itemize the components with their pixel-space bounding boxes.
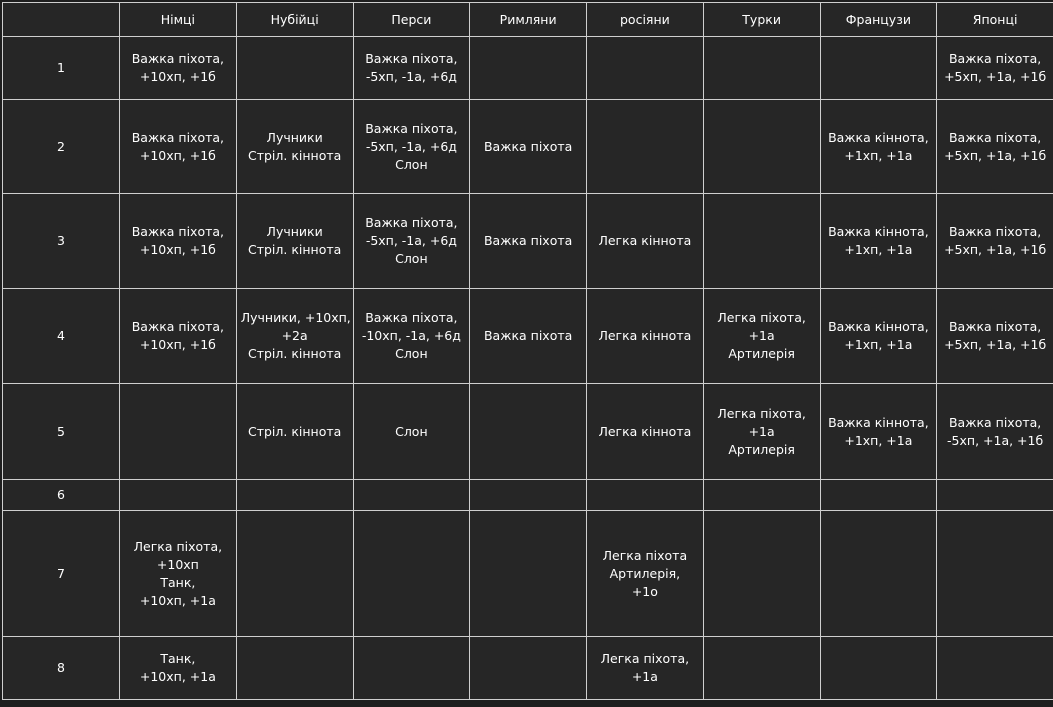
cell-text-line: Артилерія — [708, 345, 816, 363]
table-cell — [120, 100, 237, 194]
table-cell — [820, 194, 937, 289]
cell-text-line: Важка піхота — [474, 232, 582, 250]
table-cell — [703, 194, 820, 289]
table-row — [3, 100, 1053, 194]
table-cell — [820, 289, 937, 384]
table-cell — [236, 384, 353, 480]
cell-text-line: Лучники — [241, 129, 349, 147]
table-cell — [353, 511, 470, 637]
header-row — [3, 3, 1053, 37]
cell-text-line: Важка піхота, — [941, 129, 1049, 147]
row-number-cell: 6 — [3, 480, 120, 511]
column-header-frantsuzy: Французи — [820, 3, 937, 37]
table-cell — [236, 637, 353, 700]
cell-text-line: Артилерія — [708, 441, 816, 459]
table-body — [3, 37, 1053, 700]
cell-text-line: +2а — [241, 327, 349, 345]
table-cell — [587, 289, 704, 384]
table-cell — [703, 37, 820, 100]
cell-text-line: Важка піхота, — [124, 318, 232, 336]
table-cell — [236, 37, 353, 100]
cell-text-line: Стріл. кіннота — [241, 147, 349, 165]
cell-text-line: Легка піхота, — [708, 309, 816, 327]
table-cell — [703, 100, 820, 194]
table-cell — [236, 511, 353, 637]
cell-text-line: +1хп, +1а — [825, 432, 933, 450]
table-cell — [470, 637, 587, 700]
cell-text-line: +10хп, +1б — [124, 68, 232, 86]
table-row — [3, 480, 1053, 511]
table-cell — [937, 637, 1053, 700]
cell-text-line: Важка кіннота, — [825, 414, 933, 432]
table-cell — [236, 100, 353, 194]
table-cell — [820, 637, 937, 700]
table-cell — [353, 100, 470, 194]
cell-text-line: Важка піхота, — [124, 129, 232, 147]
column-header-yapontsi: Японці — [937, 3, 1053, 37]
table-cell — [587, 511, 704, 637]
cell-text-line: -5хп, -1а, +6д — [358, 138, 466, 156]
cell-text-line: Стріл. кіннота — [241, 345, 349, 363]
cell-text-line: Важка піхота, — [941, 414, 1049, 432]
cell-text-line: Легка кіннота — [591, 232, 699, 250]
row-number-cell: 1 — [3, 37, 120, 100]
table-cell — [937, 100, 1053, 194]
cell-text-line: Важка піхота, — [358, 120, 466, 138]
cell-text-line: +5хп, +1а, +1б — [941, 68, 1049, 86]
table-cell — [120, 37, 237, 100]
table-cell — [703, 637, 820, 700]
cell-text-line: Важка піхота — [474, 138, 582, 156]
cell-text-line: Слон — [358, 250, 466, 268]
table-cell — [470, 384, 587, 480]
cell-text-line: +1а — [708, 327, 816, 345]
civilizations-bonus-table — [2, 2, 1053, 700]
cell-text-line: +5хп, +1а, +1б — [941, 336, 1049, 354]
table-cell — [937, 480, 1053, 511]
cell-text-line: Слон — [358, 423, 466, 441]
table-cell — [703, 384, 820, 480]
table-cell — [937, 37, 1053, 100]
table-cell — [470, 194, 587, 289]
table-cell — [236, 480, 353, 511]
cell-text-line: Важка піхота, — [358, 309, 466, 327]
table-row — [3, 511, 1053, 637]
cell-text-line: +1а — [708, 423, 816, 441]
table-cell — [937, 511, 1053, 637]
table-cell — [120, 384, 237, 480]
cell-text-line: Важка піхота, — [358, 214, 466, 232]
table-cell — [120, 194, 237, 289]
table-cell — [937, 289, 1053, 384]
table-cell — [587, 100, 704, 194]
table-cell — [820, 384, 937, 480]
cell-text-line: +1хп, +1а — [825, 336, 933, 354]
table-cell — [353, 289, 470, 384]
row-number-cell: 4 — [3, 289, 120, 384]
cell-text-line: Легка піхота, — [591, 650, 699, 668]
cell-text-line: Легка піхота — [591, 547, 699, 565]
cell-text-line: Важка піхота, — [941, 318, 1049, 336]
cell-text-line: Легка піхота, — [124, 538, 232, 556]
table-cell — [937, 384, 1053, 480]
column-header-turky: Турки — [703, 3, 820, 37]
table-cell — [587, 37, 704, 100]
cell-text-line: Важка кіннота, — [825, 129, 933, 147]
column-header-nimtsi: Німці — [120, 3, 237, 37]
cell-text-line: +1а — [591, 668, 699, 686]
cell-text-line: Танк, — [124, 574, 232, 592]
row-number-cell: 7 — [3, 511, 120, 637]
cell-text-line: +1хп, +1а — [825, 241, 933, 259]
cell-text-line: Важка піхота, — [941, 50, 1049, 68]
row-number-cell: 8 — [3, 637, 120, 700]
cell-text-line: Важка піхота — [474, 327, 582, 345]
cell-text-line: Танк, — [124, 650, 232, 668]
table-cell — [353, 194, 470, 289]
table-cell — [236, 194, 353, 289]
cell-text-line: Артилерія, — [591, 565, 699, 583]
table-cell — [353, 480, 470, 511]
table-cell — [470, 289, 587, 384]
table-cell — [820, 480, 937, 511]
table-cell — [353, 384, 470, 480]
table-cell — [820, 100, 937, 194]
column-header-rosiiany: росіяни — [587, 3, 704, 37]
column-header-persy: Перси — [353, 3, 470, 37]
cell-text-line: +10хп, +1б — [124, 241, 232, 259]
cell-text-line: +10хп, +1а — [124, 668, 232, 686]
table-cell — [120, 289, 237, 384]
cell-text-line: +5хп, +1а, +1б — [941, 147, 1049, 165]
cell-text-line: +1о — [591, 583, 699, 601]
cell-text-line: Лучники, +10хп, — [241, 309, 349, 327]
table-row — [3, 289, 1053, 384]
cell-text-line: Важка піхота, — [124, 223, 232, 241]
cell-text-line: -5хп, -1а, +6д — [358, 232, 466, 250]
table-cell — [937, 194, 1053, 289]
table-row — [3, 194, 1053, 289]
cell-text-line: Важка кіннота, — [825, 318, 933, 336]
row-number-cell: 5 — [3, 384, 120, 480]
table-cell — [470, 511, 587, 637]
cell-text-line: +5хп, +1а, +1б — [941, 241, 1049, 259]
table-cell — [120, 511, 237, 637]
cell-text-line: Лучники — [241, 223, 349, 241]
table-cell — [587, 194, 704, 289]
cell-text-line: +10хп, +1а — [124, 592, 232, 610]
column-header-rymliany: Римляни — [470, 3, 587, 37]
table-cell — [587, 384, 704, 480]
cell-text-line: Легка піхота, — [708, 405, 816, 423]
cell-text-line: Важка кіннота, — [825, 223, 933, 241]
table-cell — [703, 511, 820, 637]
cell-text-line: Легка кіннота — [591, 327, 699, 345]
table-cell — [470, 100, 587, 194]
table-cell — [236, 289, 353, 384]
table-cell — [587, 637, 704, 700]
cell-text-line: +10хп — [124, 556, 232, 574]
cell-text-line: Важка піхота, — [941, 223, 1049, 241]
row-number-cell: 3 — [3, 194, 120, 289]
cell-text-line: Стріл. кіннота — [241, 423, 349, 441]
cell-text-line: +1хп, +1а — [825, 147, 933, 165]
table-cell — [353, 37, 470, 100]
cell-text-line: -5хп, +1а, +1б — [941, 432, 1049, 450]
table-cell — [703, 289, 820, 384]
table-row — [3, 37, 1053, 100]
cell-text-line: Стріл. кіннота — [241, 241, 349, 259]
corner-header-cell — [3, 3, 120, 37]
table-cell — [703, 480, 820, 511]
cell-text-line: -5хп, -1а, +6д — [358, 68, 466, 86]
table-cell — [120, 637, 237, 700]
cell-text-line: Важка піхота, — [124, 50, 232, 68]
cell-text-line: Слон — [358, 156, 466, 174]
table-row — [3, 384, 1053, 480]
table-cell — [470, 37, 587, 100]
cell-text-line: Легка кіннота — [591, 423, 699, 441]
table-cell — [353, 637, 470, 700]
table-cell — [820, 37, 937, 100]
table-cell — [587, 480, 704, 511]
cell-text-line: Важка піхота, — [358, 50, 466, 68]
cell-text-line: Слон — [358, 345, 466, 363]
cell-text-line: +10хп, +1б — [124, 336, 232, 354]
table-cell — [820, 511, 937, 637]
table-row — [3, 637, 1053, 700]
table-cell — [120, 480, 237, 511]
table-cell — [470, 480, 587, 511]
cell-text-line: -10хп, -1а, +6д — [358, 327, 466, 345]
row-number-cell: 2 — [3, 100, 120, 194]
cell-text-line: +10хп, +1б — [124, 147, 232, 165]
column-header-nubiitsi: Нубійці — [236, 3, 353, 37]
